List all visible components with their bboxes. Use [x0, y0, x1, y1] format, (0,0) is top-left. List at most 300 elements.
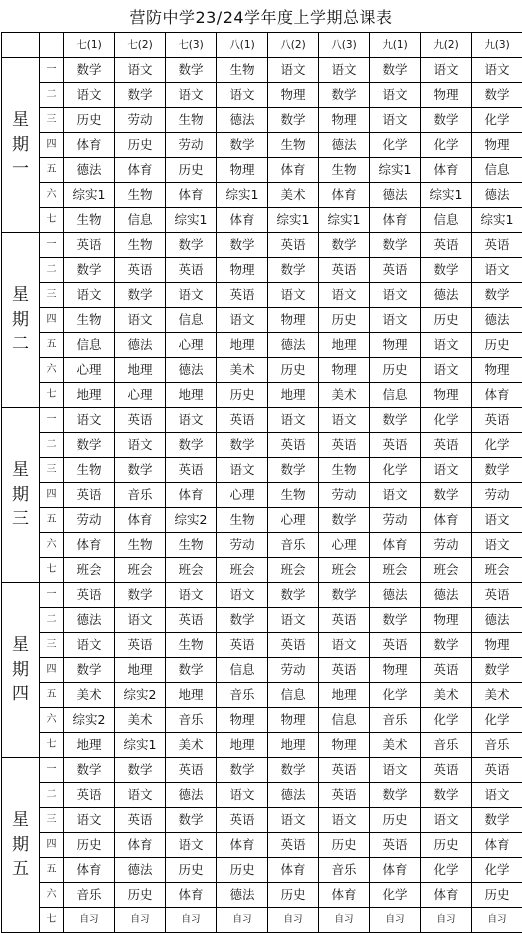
subject-cell: 英语 — [115, 258, 166, 283]
subject-cell: 数学 — [268, 583, 319, 608]
subject-cell: 语文 — [370, 83, 421, 108]
day-label-char: 期 — [12, 134, 29, 155]
subject-cell: 劳动 — [64, 508, 115, 533]
subject-cell: 数学 — [64, 758, 115, 783]
subject-cell: 物理 — [268, 708, 319, 733]
subject-cell: 生物 — [217, 58, 268, 83]
period-row — [2, 283, 522, 308]
day-label — [2, 583, 40, 758]
subject-cell: 德法 — [268, 783, 319, 808]
subject-cell: 数学 — [166, 658, 217, 683]
subject-cell: 英语 — [421, 658, 472, 683]
period-row — [2, 183, 522, 208]
class-header: 九(3) — [472, 33, 522, 58]
subject-cell: 语文 — [115, 308, 166, 333]
period-number: 一 — [40, 408, 64, 433]
subject-cell: 德法 — [217, 883, 268, 908]
subject-cell: 数学 — [370, 233, 421, 258]
subject-cell: 数学 — [217, 233, 268, 258]
subject-cell: 化学 — [370, 683, 421, 708]
subject-cell: 音乐 — [268, 533, 319, 558]
period-number: 六 — [40, 183, 64, 208]
subject-cell: 语文 — [64, 83, 115, 108]
subject-cell: 体育 — [472, 833, 522, 858]
period-row — [2, 733, 522, 758]
subject-cell: 体育 — [370, 533, 421, 558]
corner-cell — [40, 33, 64, 58]
subject-cell: 物理 — [472, 633, 522, 658]
subject-cell: 美术 — [166, 733, 217, 758]
subject-cell: 体育 — [217, 208, 268, 233]
subject-cell: 自习 — [64, 908, 115, 933]
subject-cell: 美术 — [64, 683, 115, 708]
subject-cell: 语文 — [64, 283, 115, 308]
period-number: 四 — [40, 133, 64, 158]
subject-cell: 英语 — [217, 283, 268, 308]
subject-cell: 物理 — [217, 258, 268, 283]
subject-cell: 语文 — [268, 808, 319, 833]
subject-cell: 信息 — [319, 708, 370, 733]
subject-cell: 语文 — [217, 308, 268, 333]
subject-cell: 物理 — [217, 708, 268, 733]
period-number: 二 — [40, 258, 64, 283]
subject-cell: 地理 — [64, 733, 115, 758]
subject-cell: 语文 — [421, 358, 472, 383]
period-row — [2, 58, 522, 83]
subject-cell: 语文 — [64, 408, 115, 433]
subject-cell: 美术 — [115, 708, 166, 733]
subject-cell: 德法 — [421, 583, 472, 608]
subject-cell: 地理 — [217, 333, 268, 358]
subject-cell: 英语 — [370, 258, 421, 283]
subject-cell: 英语 — [319, 783, 370, 808]
subject-cell: 班会 — [268, 558, 319, 583]
subject-cell: 英语 — [268, 833, 319, 858]
period-row — [2, 808, 522, 833]
subject-cell: 美术 — [472, 683, 522, 708]
subject-cell: 化学 — [421, 858, 472, 883]
subject-cell: 生物 — [115, 533, 166, 558]
subject-cell: 德法 — [472, 308, 522, 333]
subject-cell: 地理 — [166, 683, 217, 708]
subject-cell: 心理 — [166, 333, 217, 358]
subject-cell: 信息 — [472, 158, 522, 183]
day-label-char: 五 — [12, 859, 29, 880]
period-row — [2, 783, 522, 808]
subject-cell: 数学 — [268, 258, 319, 283]
subject-cell: 历史 — [64, 108, 115, 133]
subject-cell: 数学 — [319, 583, 370, 608]
subject-cell: 美术 — [217, 358, 268, 383]
day-label-char: 星 — [12, 460, 29, 481]
subject-cell: 数学 — [217, 758, 268, 783]
subject-cell: 语文 — [370, 108, 421, 133]
subject-cell: 德法 — [115, 858, 166, 883]
subject-cell: 综实1 — [472, 208, 522, 233]
subject-cell: 数学 — [421, 633, 472, 658]
period-number: 二 — [40, 83, 64, 108]
period-row — [2, 833, 522, 858]
period-row — [2, 533, 522, 558]
subject-cell: 历史 — [115, 883, 166, 908]
period-number: 六 — [40, 533, 64, 558]
subject-cell: 语文 — [319, 408, 370, 433]
subject-cell: 美术 — [268, 183, 319, 208]
subject-cell: 体育 — [217, 833, 268, 858]
subject-cell: 数学 — [268, 458, 319, 483]
subject-cell: 体育 — [115, 508, 166, 533]
subject-cell: 历史 — [268, 883, 319, 908]
subject-cell: 地理 — [64, 383, 115, 408]
period-number: 四 — [40, 833, 64, 858]
subject-cell: 综实1 — [217, 183, 268, 208]
period-row — [2, 758, 522, 783]
subject-cell: 英语 — [115, 633, 166, 658]
subject-cell: 语文 — [268, 283, 319, 308]
class-header: 八(3) — [319, 33, 370, 58]
subject-cell: 生物 — [319, 158, 370, 183]
subject-cell: 地理 — [217, 733, 268, 758]
subject-cell: 音乐 — [370, 708, 421, 733]
subject-cell: 班会 — [319, 558, 370, 583]
day-label — [2, 408, 40, 583]
class-header: 七(2) — [115, 33, 166, 58]
subject-cell: 英语 — [472, 583, 522, 608]
subject-cell: 英语 — [370, 633, 421, 658]
period-number: 三 — [40, 458, 64, 483]
subject-cell: 信息 — [421, 208, 472, 233]
subject-cell: 信息 — [64, 333, 115, 358]
subject-cell: 德法 — [115, 333, 166, 358]
subject-cell: 数学 — [319, 508, 370, 533]
subject-cell: 数学 — [166, 233, 217, 258]
subject-cell: 语文 — [319, 58, 370, 83]
subject-cell: 数学 — [319, 83, 370, 108]
subject-cell: 语文 — [217, 583, 268, 608]
subject-cell: 德法 — [64, 158, 115, 183]
subject-cell: 历史 — [268, 358, 319, 383]
subject-cell: 语文 — [115, 783, 166, 808]
subject-cell: 德法 — [319, 133, 370, 158]
subject-cell: 英语 — [319, 433, 370, 458]
subject-cell: 美术 — [370, 733, 421, 758]
subject-cell: 综实2 — [64, 708, 115, 733]
subject-cell: 班会 — [217, 558, 268, 583]
period-number: 五 — [40, 683, 64, 708]
subject-cell: 班会 — [115, 558, 166, 583]
day-label-char: 一 — [12, 159, 29, 180]
subject-cell: 语文 — [217, 458, 268, 483]
subject-cell: 音乐 — [472, 733, 522, 758]
subject-cell: 劳动 — [268, 658, 319, 683]
subject-cell: 生物 — [64, 458, 115, 483]
subject-cell: 数学 — [319, 233, 370, 258]
subject-cell: 音乐 — [115, 483, 166, 508]
subject-cell: 语文 — [268, 58, 319, 83]
subject-cell: 生物 — [217, 508, 268, 533]
subject-cell: 数学 — [64, 258, 115, 283]
subject-cell: 体育 — [319, 183, 370, 208]
day-label-char: 期 — [12, 309, 29, 330]
subject-cell: 英语 — [115, 808, 166, 833]
day-label-char: 二 — [12, 334, 29, 355]
subject-cell: 数学 — [115, 283, 166, 308]
subject-cell: 英语 — [472, 233, 522, 258]
period-row — [2, 908, 522, 933]
subject-cell: 化学 — [370, 458, 421, 483]
period-row — [2, 358, 522, 383]
subject-cell: 语文 — [472, 783, 522, 808]
subject-cell: 英语 — [166, 758, 217, 783]
subject-cell: 数学 — [217, 433, 268, 458]
subject-cell: 地理 — [319, 683, 370, 708]
subject-cell: 体育 — [319, 883, 370, 908]
subject-cell: 信息 — [115, 208, 166, 233]
subject-cell: 历史 — [217, 858, 268, 883]
subject-cell: 体育 — [421, 883, 472, 908]
corner-cell — [2, 33, 40, 58]
subject-cell: 英语 — [421, 433, 472, 458]
period-row — [2, 583, 522, 608]
period-number: 三 — [40, 808, 64, 833]
subject-cell: 自习 — [421, 908, 472, 933]
subject-cell: 数学 — [370, 58, 421, 83]
subject-cell: 历史 — [319, 833, 370, 858]
subject-cell: 美术 — [319, 383, 370, 408]
subject-cell: 德法 — [217, 108, 268, 133]
subject-cell: 体育 — [268, 158, 319, 183]
period-row — [2, 608, 522, 633]
subject-cell: 语文 — [421, 58, 472, 83]
subject-cell: 地理 — [115, 358, 166, 383]
day-label — [2, 58, 40, 233]
subject-cell: 物理 — [370, 333, 421, 358]
subject-cell: 英语 — [421, 233, 472, 258]
subject-cell: 体育 — [115, 158, 166, 183]
period-row — [2, 458, 522, 483]
timetable — [1, 32, 522, 933]
subject-cell: 数学 — [115, 583, 166, 608]
subject-cell: 物理 — [319, 108, 370, 133]
subject-cell: 综实2 — [166, 508, 217, 533]
subject-cell: 语文 — [472, 58, 522, 83]
day-label — [2, 758, 40, 933]
period-number: 七 — [40, 208, 64, 233]
subject-cell: 历史 — [319, 308, 370, 333]
period-number: 四 — [40, 658, 64, 683]
subject-cell: 语文 — [268, 608, 319, 633]
period-number: 一 — [40, 233, 64, 258]
period-number: 三 — [40, 283, 64, 308]
subject-cell: 体育 — [472, 383, 522, 408]
subject-cell: 语文 — [64, 808, 115, 833]
subject-cell: 语文 — [370, 308, 421, 333]
subject-cell: 化学 — [421, 708, 472, 733]
subject-cell: 历史 — [64, 833, 115, 858]
subject-cell: 数学 — [268, 758, 319, 783]
class-header: 七(1) — [64, 33, 115, 58]
subject-cell: 地理 — [115, 658, 166, 683]
period-row — [2, 883, 522, 908]
subject-cell: 综实1 — [115, 733, 166, 758]
subject-cell: 化学 — [421, 408, 472, 433]
subject-cell: 体育 — [370, 208, 421, 233]
subject-cell: 音乐 — [217, 683, 268, 708]
subject-cell: 物理 — [421, 83, 472, 108]
subject-cell: 英语 — [217, 408, 268, 433]
subject-cell: 心理 — [64, 358, 115, 383]
period-number: 二 — [40, 433, 64, 458]
subject-cell: 生物 — [166, 633, 217, 658]
subject-cell: 信息 — [166, 308, 217, 333]
subject-cell: 英语 — [472, 758, 522, 783]
subject-cell: 德法 — [64, 608, 115, 633]
subject-cell: 语文 — [166, 408, 217, 433]
period-number: 四 — [40, 483, 64, 508]
subject-cell: 数学 — [472, 83, 522, 108]
subject-cell: 生物 — [166, 533, 217, 558]
subject-cell: 语文 — [166, 833, 217, 858]
subject-cell: 音乐 — [319, 858, 370, 883]
subject-cell: 自习 — [166, 908, 217, 933]
subject-cell: 语文 — [115, 608, 166, 633]
subject-cell: 数学 — [472, 283, 522, 308]
subject-cell: 英语 — [268, 233, 319, 258]
subject-cell: 数学 — [64, 433, 115, 458]
subject-cell: 德法 — [166, 783, 217, 808]
class-header: 九(1) — [370, 33, 421, 58]
period-row — [2, 708, 522, 733]
subject-cell: 英语 — [64, 583, 115, 608]
subject-cell: 劳动 — [166, 133, 217, 158]
subject-cell: 班会 — [64, 558, 115, 583]
subject-cell: 劳动 — [217, 533, 268, 558]
day-label-char: 星 — [12, 810, 29, 831]
period-number: 六 — [40, 883, 64, 908]
subject-cell: 班会 — [370, 558, 421, 583]
subject-cell: 英语 — [319, 258, 370, 283]
subject-cell: 数学 — [472, 458, 522, 483]
subject-cell: 班会 — [166, 558, 217, 583]
period-row — [2, 408, 522, 433]
period-number: 五 — [40, 333, 64, 358]
subject-cell: 语文 — [115, 58, 166, 83]
subject-cell: 数学 — [421, 258, 472, 283]
subject-cell: 音乐 — [421, 733, 472, 758]
period-row — [2, 683, 522, 708]
subject-cell: 语文 — [370, 283, 421, 308]
subject-cell: 体育 — [166, 883, 217, 908]
day-label-char: 四 — [12, 684, 29, 705]
subject-cell: 体育 — [166, 183, 217, 208]
subject-cell: 德法 — [268, 333, 319, 358]
period-number: 一 — [40, 758, 64, 783]
period-row — [2, 233, 522, 258]
subject-cell: 地理 — [268, 733, 319, 758]
subject-cell: 数学 — [421, 108, 472, 133]
period-number: 五 — [40, 508, 64, 533]
subject-cell: 数学 — [64, 658, 115, 683]
subject-cell: 生物 — [64, 308, 115, 333]
class-header: 七(3) — [166, 33, 217, 58]
subject-cell: 英语 — [319, 658, 370, 683]
subject-cell: 语文 — [370, 483, 421, 508]
period-number: 一 — [40, 58, 64, 83]
subject-cell: 历史 — [115, 133, 166, 158]
schedule-title: 营防中学23/24学年度上学期总课表 — [129, 7, 393, 27]
subject-cell: 历史 — [217, 383, 268, 408]
subject-cell: 数学 — [421, 483, 472, 508]
subject-cell: 综实1 — [268, 208, 319, 233]
subject-cell: 历史 — [472, 883, 522, 908]
subject-cell: 物理 — [319, 733, 370, 758]
subject-cell: 语文 — [268, 408, 319, 433]
day-label-char: 星 — [12, 285, 29, 306]
period-row — [2, 133, 522, 158]
subject-cell: 语文 — [472, 533, 522, 558]
subject-cell: 历史 — [166, 858, 217, 883]
subject-cell: 数学 — [421, 783, 472, 808]
subject-cell: 英语 — [217, 633, 268, 658]
subject-cell: 英语 — [268, 433, 319, 458]
subject-cell: 综实1 — [166, 208, 217, 233]
subject-cell: 物理 — [421, 608, 472, 633]
period-number: 三 — [40, 633, 64, 658]
class-header: 八(2) — [268, 33, 319, 58]
day-label-char: 星 — [12, 110, 29, 131]
class-header: 八(1) — [217, 33, 268, 58]
period-number: 七 — [40, 383, 64, 408]
subject-cell: 体育 — [64, 533, 115, 558]
subject-cell: 信息 — [370, 383, 421, 408]
subject-cell: 心理 — [115, 383, 166, 408]
subject-cell: 语文 — [166, 283, 217, 308]
subject-cell: 英语 — [166, 608, 217, 633]
subject-cell: 数学 — [370, 608, 421, 633]
subject-cell: 体育 — [166, 483, 217, 508]
subject-cell: 地理 — [319, 333, 370, 358]
period-row — [2, 508, 522, 533]
subject-cell: 自习 — [319, 908, 370, 933]
day-label-char: 期 — [12, 834, 29, 855]
day-label-char: 期 — [12, 659, 29, 680]
subject-cell: 自习 — [472, 908, 522, 933]
subject-cell: 心理 — [217, 483, 268, 508]
subject-cell: 数学 — [217, 133, 268, 158]
subject-cell: 生物 — [166, 108, 217, 133]
subject-cell: 语文 — [370, 758, 421, 783]
subject-cell: 劳动 — [421, 533, 472, 558]
subject-cell: 语文 — [319, 283, 370, 308]
subject-cell: 化学 — [421, 133, 472, 158]
subject-cell: 德法 — [472, 608, 522, 633]
subject-cell: 自习 — [115, 908, 166, 933]
subject-cell: 物理 — [319, 358, 370, 383]
period-number: 五 — [40, 158, 64, 183]
period-number: 七 — [40, 733, 64, 758]
period-row — [2, 158, 522, 183]
subject-cell: 语文 — [166, 583, 217, 608]
subject-cell: 数学 — [166, 808, 217, 833]
subject-cell: 物理 — [268, 308, 319, 333]
subject-cell: 生物 — [268, 483, 319, 508]
day-label-char: 三 — [12, 509, 29, 530]
day-label-char: 期 — [12, 484, 29, 505]
subject-cell: 数学 — [115, 83, 166, 108]
period-number: 二 — [40, 608, 64, 633]
subject-cell: 数学 — [472, 658, 522, 683]
subject-cell: 物理 — [370, 658, 421, 683]
